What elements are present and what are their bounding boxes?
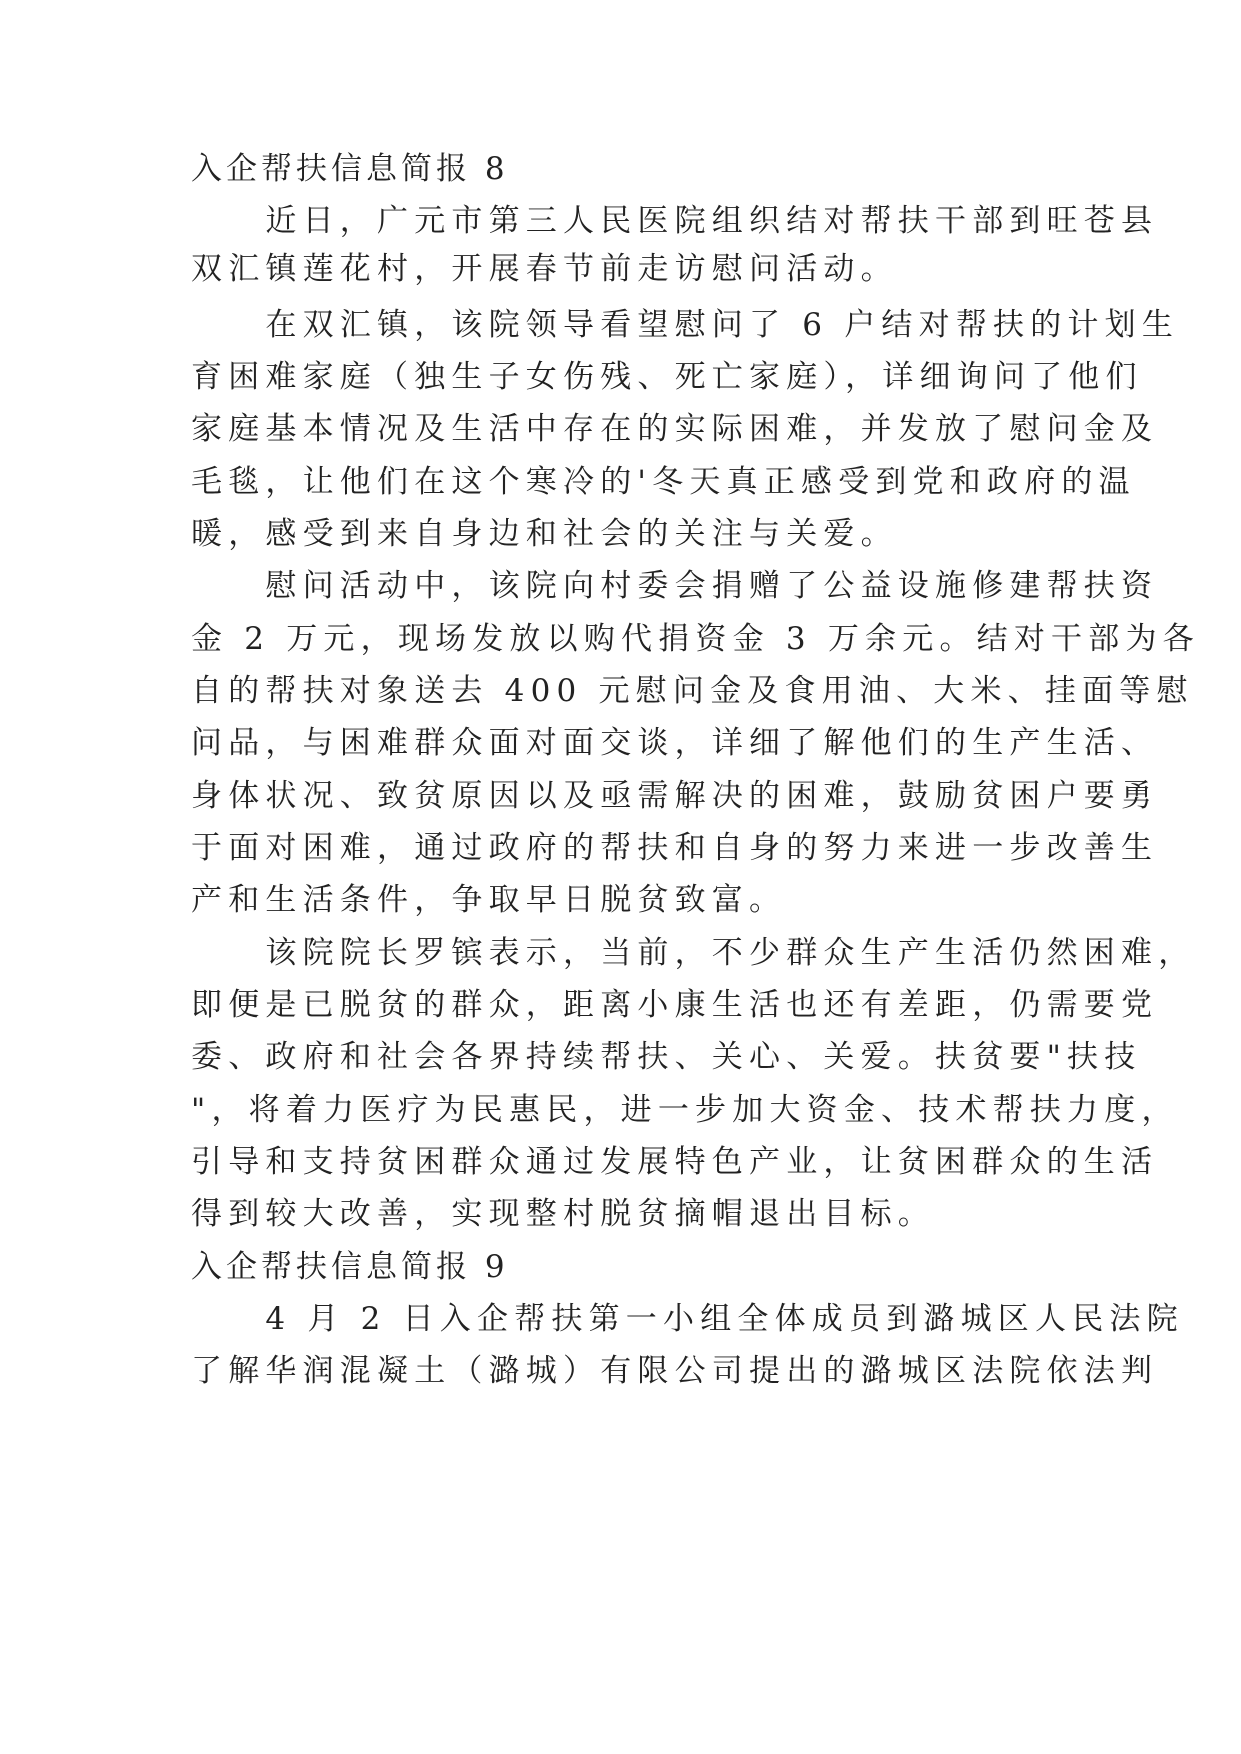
paragraph-line: 4 月 2 日入企帮扶第一小组全体成员到潞城区人民法院 [191,1301,1184,1337]
paragraph-line: "，将着力医疗为民惠民，进一步加大资金、技术帮扶力度， [191,1092,1179,1128]
paragraph-line: 委、政府和社会各界持续帮扶、关心、关爱。扶贫要"扶技 [191,1039,1142,1075]
paragraph-line: 于面对困难，通过政府的帮扶和自身的努力来进一步改善生 [191,830,1159,866]
paragraph-line: 产和生活条件，争取早日脱贫致富。 [191,882,787,918]
paragraph-line: 暖，感受到来自身边和社会的关注与关爱。 [191,516,898,552]
paragraph-line: 家庭基本情况及生活中存在的实际困难，并发放了慰问金及 [191,411,1159,447]
paragraph-line: 育困难家庭（独生子女伤残、死亡家庭），详细询问了他们 [191,359,1143,395]
paragraph-line: 得到较大改善，实现整村脱贫摘帽退出目标。 [191,1196,935,1232]
paragraph-line: 金 2 万元，现场发放以购代捐资金 3 万余元。结对干部为各 [191,621,1200,657]
paragraph-line: 了解华润混凝土（潞城）有限公司提出的潞城区法院依法判 [191,1353,1159,1389]
paragraph-line: 自的帮扶对象送去 400 元慰问金及食用油、大米、挂面等慰 [191,673,1194,709]
paragraph-line: 近日，广元市第三人民医院组织结对帮扶干部到旺苍县 [191,203,1159,239]
section-heading: 入企帮扶信息简报 8 [191,151,509,187]
paragraph-line: 即便是已脱贫的群众，距离小康生活也还有差距，仍需要党 [191,987,1159,1023]
paragraph-line: 毛毯，让他们在这个寒冷的'冬天真正感受到党和政府的温 [191,464,1136,500]
paragraph-line: 身体状况、致贫原因以及亟需解决的困难，鼓励贫困户要勇 [191,778,1159,814]
section-heading: 入企帮扶信息简报 9 [191,1249,509,1285]
paragraph-line: 在双汇镇，该院领导看望慰问了 6 户结对帮扶的计划生 [191,307,1180,343]
paragraph-line: 该院院长罗镔表示，当前，不少群众生产生活仍然困难， [191,935,1196,971]
paragraph-line: 引导和支持贫困群众通过发展特色产业，让贫困群众的生活 [191,1144,1159,1180]
paragraph-line: 双汇镇莲花村，开展春节前走访慰问活动。 [191,251,898,287]
paragraph-line: 慰问活动中，该院向村委会捐赠了公益设施修建帮扶资 [191,568,1159,604]
paragraph-line: 问品，与困难群众面对面交谈，详细了解他们的生产生活、 [191,725,1159,761]
